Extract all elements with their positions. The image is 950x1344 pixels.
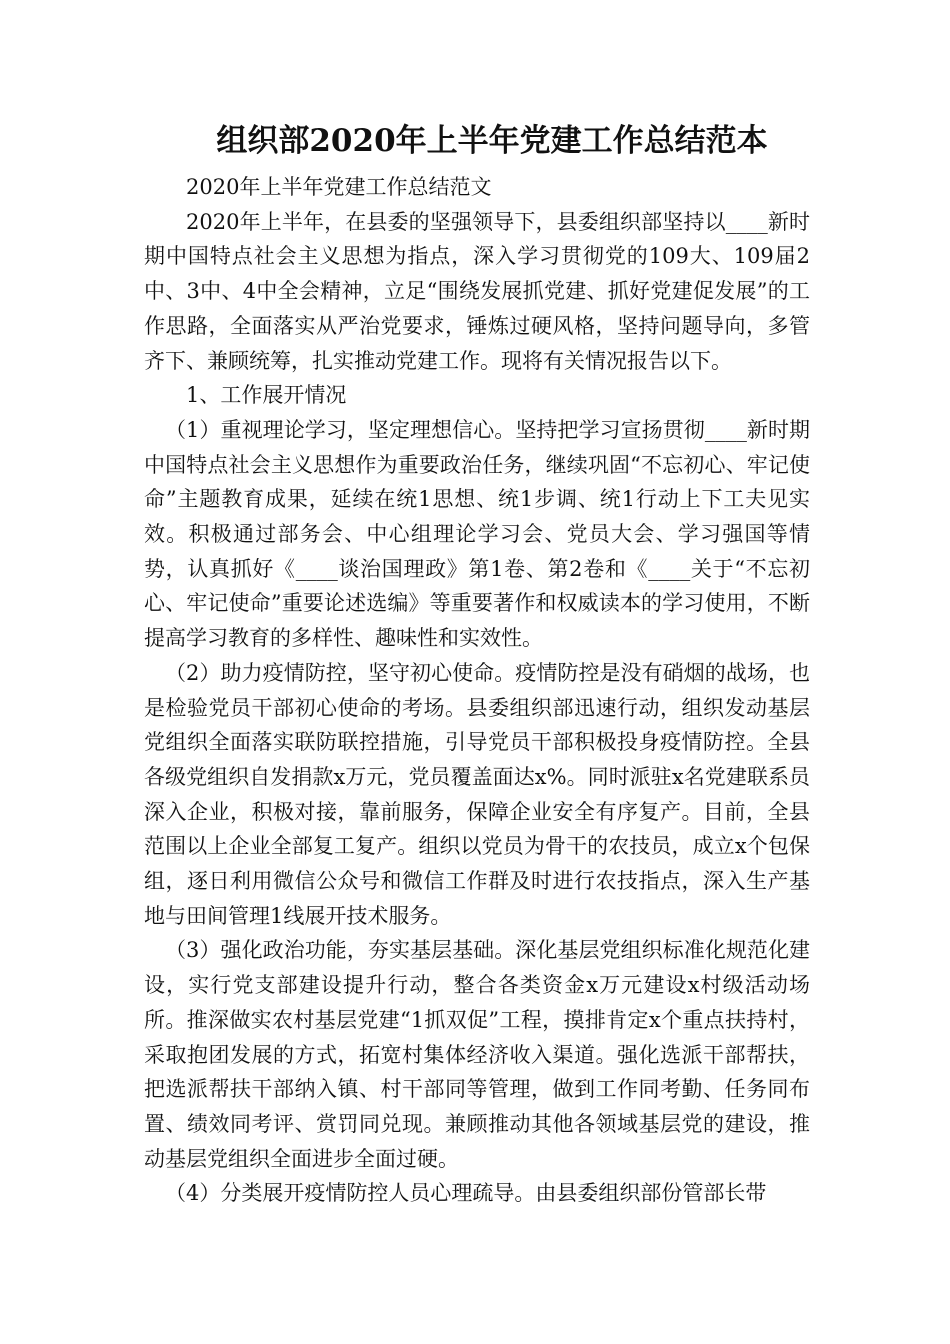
document-page [144, 112, 810, 1211]
paragraph-epidemic-control: （2）助力疫情防控，坚守初心使命。疫情防控是没有硝烟的战场，也是检验党员干部初心使命的考场。县委组织部迅速行动，组织发动基层党组织全面落实联防联控措施，引导党员干部积极投身疫情防控。全县各级党组织自发捐款x万元，党员覆盖面达x%。同时派驻x名党建联系员深入企业，积极对接，靠前服务，保障企业安全有序复产。目前，全县范围以上企业全部复工复产。组织以党员为骨干的农技员，成立x个包保组，逐日利用微信公众号和微信工作群及时进行农技指点，深入生产基地与田间管理1线展开技术服务。 [144, 660, 810, 928]
paragraph-psychological-counseling: （4）分类展开疫情防控人员心理疏导。由县委组织部份管部长带 [165, 1181, 767, 1206]
section-heading: 1、工作展开情况 [186, 383, 347, 408]
document-title: 组织部2020年上半年党建工作总结范本 [216, 123, 768, 159]
document-subtitle: 2020年上半年党建工作总结范文 [186, 175, 492, 199]
paragraph-political-function: （3）强化政治功能，夯实基层基础。深化基层党组织标准化规范化建设，实行党支部建设提升行动，整合各类资金x万元建设x村级活动场所。推深做实农村基层党建“1抓双促”工程，摸排肯定x个重点扶持村，采取抱团发展的方式，拓宽村集体经济收入渠道。强化选派干部帮扶，把选派帮扶干部纳入镇、村干部同等管理，做到工作同考勤、任务同布置、绩效同考评、赏罚同兑现。兼顾推动其他各领域基层党的建设，推动基层党组织全面进步全面过硬。 [144, 938, 810, 1171]
paragraph-theory-study: （1）重视理论学习，坚定理想信心。坚持把学习宣扬贯彻____新时期中国特点社会主义思想作为重要政治任务，继续巩固“不忘初心、牢记使命”主题教育成果，延续在统1思想、统1步调、统1行动上下工夫见实效。积极通过部务会、中心组理论学习会、党员大会、学习强国等情势，认真抓好《____谈治国理政》第1卷、第2卷和《____关于“不忘初心、牢记使命”重要论述选编》等重要著作和权威读本的学习使用，不断提高学习教育的多样性、趣味性和实效性。 [144, 417, 810, 651]
paragraph-intro: 2020年上半年，在县委的坚强领导下，县委组织部坚持以____新时期中国特点社会主义思想为指点，深入学习贯彻党的109大、109届2中、3中、4中全会精神，立足“围绕发展抓党建、抓好党建促发展”的工作思路，全面落实从严治党要求，锤炼过硬风格，坚持问题导向，多管齐下、兼顾统筹，扎实推动党建工作。现将有关情况报告以下。 [144, 209, 810, 373]
